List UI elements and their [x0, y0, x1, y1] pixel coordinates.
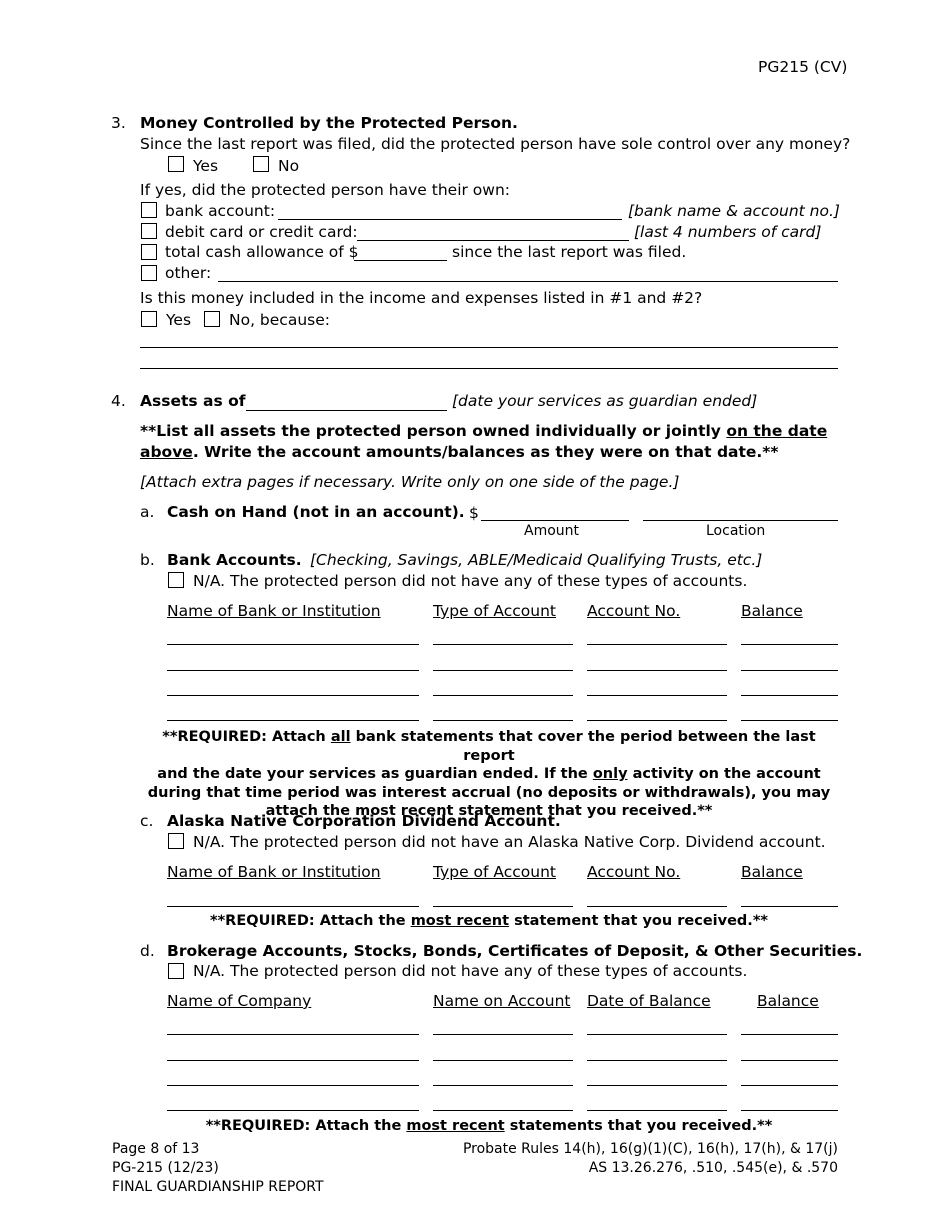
- cash-location-field[interactable]: [643, 520, 838, 521]
- brokerage-name-field[interactable]: [433, 1060, 573, 1061]
- footer-page-number: Page 8 of 13: [112, 1141, 200, 1157]
- section-4-title: Assets as of: [140, 392, 246, 410]
- bank-account-hint: [bank name & account no.]: [628, 202, 840, 220]
- bank-accounts-title: Bank Accounts.: [167, 551, 302, 569]
- if-yes-text: If yes, did the protected person have their own:: [140, 181, 511, 199]
- bank-col-balance: Balance: [741, 602, 803, 620]
- cash-allowance-suffix: since the last report was filed.: [452, 243, 687, 261]
- brokerage-date-field[interactable]: [587, 1085, 727, 1086]
- item-c-letter: c.: [140, 812, 154, 830]
- cash-location-label: Location: [706, 523, 766, 539]
- cash-allowance-label: total cash allowance of $: [165, 243, 359, 261]
- item-d-letter: d.: [140, 942, 155, 960]
- cash-on-hand-title: Cash on Hand (not in an account).: [167, 503, 465, 521]
- section-4-number: 4.: [111, 392, 126, 410]
- included-no-label: No, because:: [229, 311, 330, 329]
- brokerage-na-checkbox[interactable]: [168, 963, 184, 979]
- section-3-number: 3.: [111, 114, 126, 132]
- brokerage-balance-field[interactable]: [741, 1110, 838, 1111]
- included-yes-checkbox[interactable]: [141, 311, 157, 327]
- sole-control-no-label: No: [278, 157, 300, 175]
- form-code: PG215 (CV): [758, 58, 848, 76]
- brokerage-company-field[interactable]: [167, 1060, 419, 1061]
- dividend-col-account: Account No.: [587, 863, 681, 881]
- list-assets-instruction-1: **List all assets the protected person owned individually or jointly on the date: [140, 422, 828, 440]
- alaska-native-title: Alaska Native Corporation Dividend Account.: [167, 812, 561, 830]
- list-assets-instruction-2: above. Write the account amounts/balances as they were on that date.**: [140, 443, 779, 461]
- footer-probate-rules: Probate Rules 14(h), 16(g)(1)(C), 16(h), 17(h), & 17(j): [462, 1141, 838, 1157]
- brokerage-required-note: **REQUIRED: Attach the most recent statements that you received.**: [205, 1118, 773, 1134]
- cash-allowance-field[interactable]: [354, 260, 447, 261]
- bank-statements-required-note: **REQUIRED: Attach all bank statements that cover the period between the last report and the date your services as guardian ended. If the only activity on the account during that time period was interest accrual (no deposits or withdrawals), you may attach the most recent statement that you received.**: [147, 729, 831, 819]
- bank-account-field[interactable]: [278, 219, 622, 220]
- footer-form-title: FINAL GUARDIANSHIP REPORT: [112, 1179, 324, 1195]
- other-field[interactable]: [218, 281, 838, 282]
- brokerage-balance-field[interactable]: [741, 1085, 838, 1086]
- brokerage-balance-field[interactable]: [741, 1060, 838, 1061]
- brokerage-name-field[interactable]: [433, 1034, 573, 1035]
- brokerage-balance-field[interactable]: [741, 1034, 838, 1035]
- bank-account-no-field[interactable]: [587, 720, 727, 721]
- brokerage-title: Brokerage Accounts, Stocks, Bonds, Certificates of Deposit, & Other Securities.: [167, 942, 863, 960]
- bank-balance-field[interactable]: [741, 720, 838, 721]
- bank-balance-field[interactable]: [741, 670, 838, 671]
- bank-account-no-field[interactable]: [587, 670, 727, 671]
- included-question: Is this money included in the income and expenses listed in #1 and #2?: [140, 289, 703, 307]
- brokerage-col-balance: Balance: [757, 992, 819, 1010]
- brokerage-col-date: Date of Balance: [587, 992, 711, 1010]
- bank-balance-field[interactable]: [741, 644, 838, 645]
- sole-control-yes-label: Yes: [193, 157, 219, 175]
- bank-account-no-field[interactable]: [587, 644, 727, 645]
- bank-name-field[interactable]: [167, 720, 419, 721]
- cash-allowance-checkbox[interactable]: [141, 244, 157, 260]
- dividend-account-no-field[interactable]: [587, 906, 727, 907]
- bank-name-field[interactable]: [167, 670, 419, 671]
- brokerage-date-field[interactable]: [587, 1110, 727, 1111]
- bank-type-field[interactable]: [433, 720, 573, 721]
- cash-dollar-sign: $: [469, 504, 479, 522]
- dividend-balance-field[interactable]: [741, 906, 838, 907]
- other-label: other:: [165, 264, 212, 282]
- other-checkbox[interactable]: [141, 265, 157, 281]
- bank-name-field[interactable]: [167, 695, 419, 696]
- brokerage-na-label: N/A. The protected person did not have any of these types of accounts.: [193, 962, 748, 980]
- bank-account-checkbox[interactable]: [141, 202, 157, 218]
- dividend-required-note: **REQUIRED: Attach the most recent statement that you received.**: [210, 913, 768, 929]
- brokerage-col-company: Name of Company: [167, 992, 312, 1010]
- dividend-name-field[interactable]: [167, 906, 419, 907]
- item-a-letter: a.: [140, 503, 155, 521]
- brokerage-company-field[interactable]: [167, 1110, 419, 1111]
- dividend-col-type: Type of Account: [433, 863, 556, 881]
- section-3-title: Money Controlled by the Protected Person.: [140, 114, 518, 132]
- bank-balance-field[interactable]: [741, 695, 838, 696]
- sole-control-yes-checkbox[interactable]: [168, 156, 184, 172]
- bank-accounts-hint: [Checking, Savings, ABLE/Medicaid Qualifying Trusts, etc.]: [310, 551, 763, 569]
- bank-type-field[interactable]: [433, 670, 573, 671]
- sole-control-no-checkbox[interactable]: [253, 156, 269, 172]
- brokerage-date-field[interactable]: [587, 1034, 727, 1035]
- attach-pages-note: [Attach extra pages if necessary. Write only on one side of the page.]: [140, 473, 680, 491]
- bank-type-field[interactable]: [433, 695, 573, 696]
- brokerage-company-field[interactable]: [167, 1085, 419, 1086]
- bank-type-field[interactable]: [433, 644, 573, 645]
- included-yes-label: Yes: [166, 311, 192, 329]
- bank-col-name: Name of Bank or Institution: [167, 602, 381, 620]
- brokerage-name-field[interactable]: [433, 1110, 573, 1111]
- alaska-native-na-checkbox[interactable]: [168, 833, 184, 849]
- brokerage-date-field[interactable]: [587, 1060, 727, 1061]
- brokerage-name-field[interactable]: [433, 1085, 573, 1086]
- cash-amount-field[interactable]: [481, 520, 629, 521]
- bank-col-account: Account No.: [587, 602, 681, 620]
- because-field-line-1[interactable]: [140, 347, 838, 348]
- because-field-line-2[interactable]: [140, 368, 838, 369]
- sole-control-question: Since the last report was filed, did the protected person have sole control over any money?: [140, 135, 851, 153]
- assets-date-field[interactable]: [246, 410, 447, 411]
- item-b-letter: b.: [140, 551, 155, 569]
- dividend-col-name: Name of Bank or Institution: [167, 863, 381, 881]
- card-hint: [last 4 numbers of card]: [634, 223, 822, 241]
- bank-account-label: bank account:: [165, 202, 276, 220]
- assets-date-hint: [date your services as guardian ended]: [452, 392, 758, 410]
- card-field[interactable]: [357, 240, 629, 241]
- included-no-checkbox[interactable]: [204, 311, 220, 327]
- dividend-type-field[interactable]: [433, 906, 573, 907]
- brokerage-company-field[interactable]: [167, 1034, 419, 1035]
- bank-name-field[interactable]: [167, 644, 419, 645]
- footer-form-number: PG-215 (12/23): [112, 1160, 219, 1176]
- card-checkbox[interactable]: [141, 223, 157, 239]
- alaska-native-na-label: N/A. The protected person did not have an Alaska Native Corp. Dividend account.: [193, 833, 826, 851]
- cash-amount-label: Amount: [524, 523, 580, 539]
- footer-statutes: AS 13.26.276, .510, .545(e), & .570: [588, 1160, 838, 1176]
- bank-accounts-na-checkbox[interactable]: [168, 572, 184, 588]
- card-label: debit card or credit card:: [165, 223, 358, 241]
- bank-col-type: Type of Account: [433, 602, 556, 620]
- bank-accounts-na-label: N/A. The protected person did not have any of these types of accounts.: [193, 572, 748, 590]
- dividend-col-balance: Balance: [741, 863, 803, 881]
- bank-account-no-field[interactable]: [587, 695, 727, 696]
- brokerage-col-name-on-account: Name on Account: [433, 992, 571, 1010]
